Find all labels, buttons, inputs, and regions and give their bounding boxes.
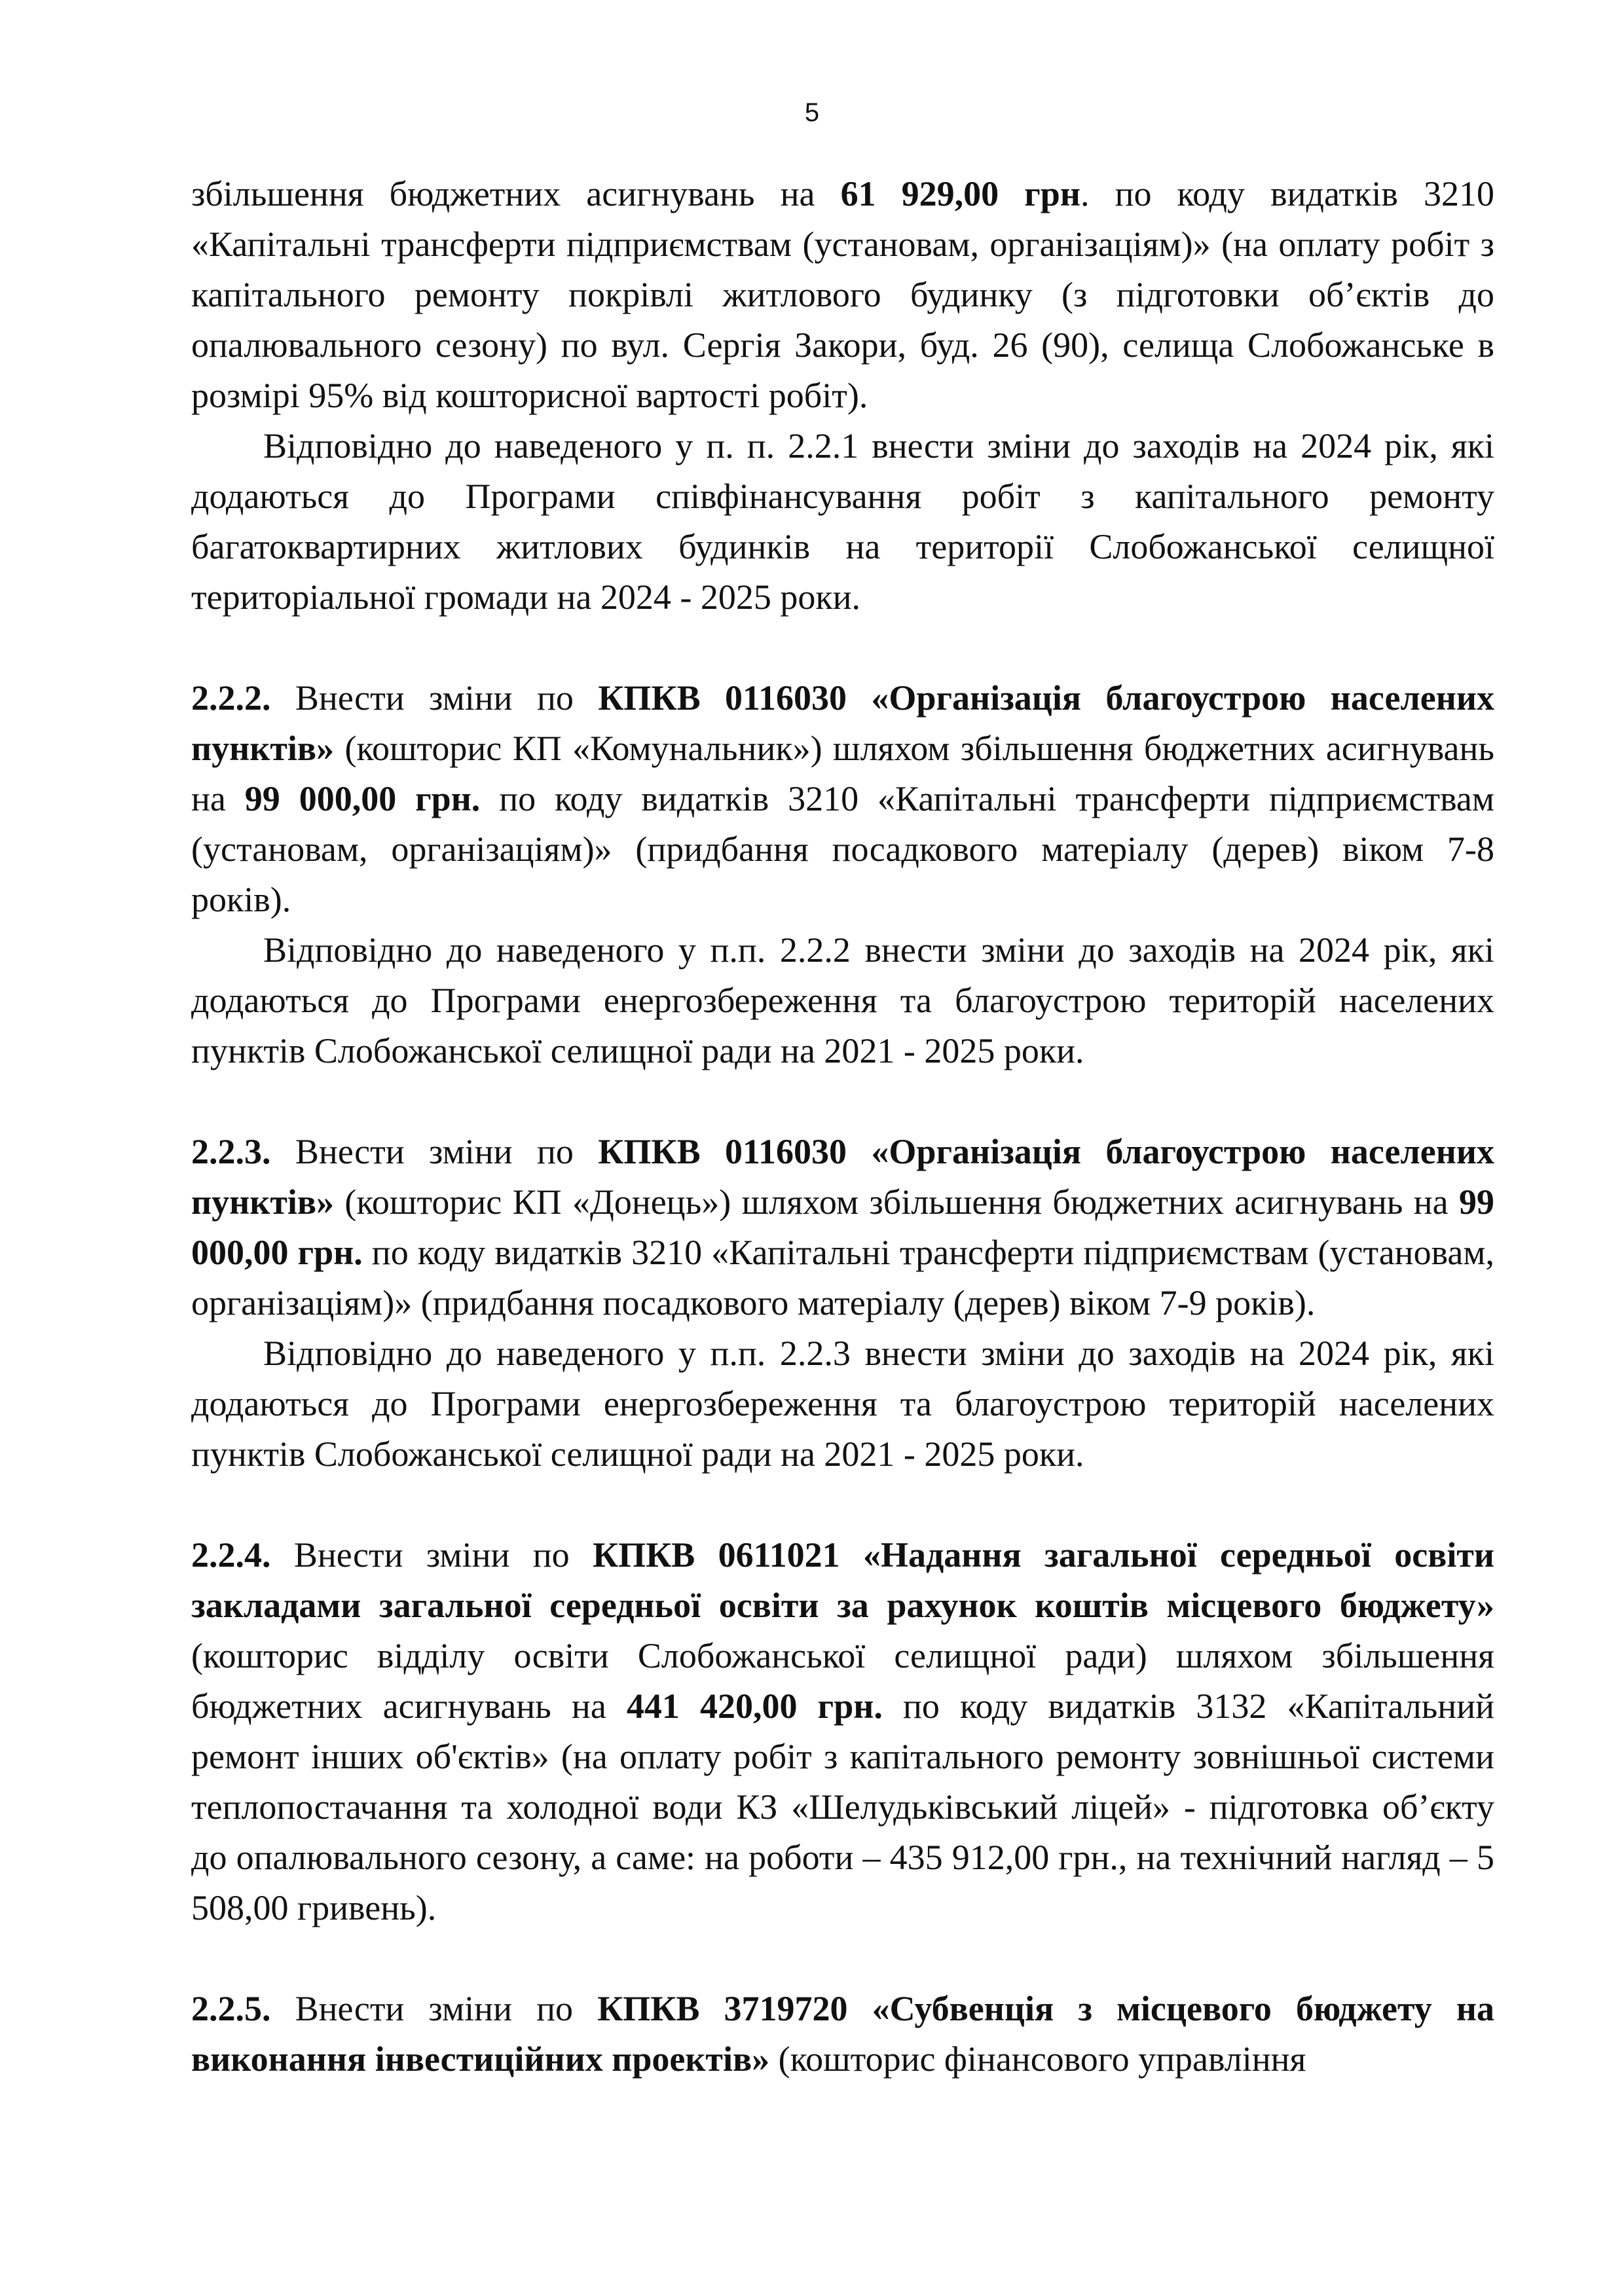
section-number: 2.2.3. xyxy=(191,1132,271,1171)
amount: 99 000,00 грн. xyxy=(244,779,481,818)
section-number: 2.2.5. xyxy=(191,1989,271,2028)
section-2-2-2-note: Відповідно до наведеного у п.п. 2.2.2 внести зміни до заходів на 2024 рік, які додаються до Програми енергозбереження та благоустрою територій населених пунктів Слобожанської селищної ради на 2021 - 2025 роки. xyxy=(191,930,1494,1070)
kpkv-title: КПКВ 0116030 «Організація благоустрою населених пунктів» xyxy=(191,678,1494,768)
section-2-2-3: 2.2.3. Внести зміни по КПКВ 0116030 «Організація благоустрою населених пунктів» (кошторис КП «Донець») шляхом збільшення бюджетних асигнувань на 99 000,00 грн. по коду видатків 3210 «Капітальні трансферти підприємствам (установам, організаціям)» (придбання посадкового матеріалу (дерев) віком 7-9 років). xyxy=(191,1132,1494,1322)
amount: 441 420,00 грн. xyxy=(626,1686,883,1726)
page-number: 5 xyxy=(804,98,820,127)
section-2-2-5: 2.2.5. Внести зміни по КПКВ 3719720 «Субвенція з місцевого бюджету на виконання інвестиційних проектів» (кошторис фінансового управління xyxy=(191,1989,1494,2079)
section-number: 2.2.4. xyxy=(191,1535,271,1575)
section-2-2-2: 2.2.2. Внести зміни по КПКВ 0116030 «Організація благоустрою населених пунктів» (кошторис КП «Комунальник») шляхом збільшення бюджетних асигнувань на 99 000,00 грн. по коду видатків 3210 «Капітальні трансферти підприємствам (установам, організаціям)» (придбання посадкового матеріалу (дерев) віком 7-8 років). xyxy=(191,678,1494,919)
section-2-2-4: 2.2.4. Внести зміни по КПКВ 0611021 «Надання загальної середньої освіти закладами загальної середньої освіти за рахунок коштів місцевого бюджету» (кошторис відділу освіти Слобожанської селищної ради) шляхом збільшення бюджетних асигнувань на 441 420,00 грн. по коду видатків 3132 «Капітальний ремонт інших об'єктів» (на оплату робіт з капітального ремонту зовнішньої системи теплопостачання та холодної води КЗ «Шелудьківський ліцей» - підготовка об’єкту до опалювального сезону, а саме: на роботи – 435 912,00 грн., на технічний нагляд – 5 508,00 гривень). xyxy=(191,1535,1494,1927)
amount: 61 929,00 грн xyxy=(840,174,1080,213)
section-2-2-3-note: Відповідно до наведеного у п.п. 2.2.3 внести зміни до заходів на 2024 рік, які додаються до Програми енергозбереження та благоустрою територій населених пунктів Слобожанської селищної ради на 2021 - 2025 роки. xyxy=(191,1334,1494,1474)
amount: 99 000,00 грн. xyxy=(191,1182,1494,1272)
document-body xyxy=(191,169,1494,2085)
paragraph-2-2-1-note: Відповідно до наведеного у п. п. 2.2.1 внести зміни до заходів на 2024 рік, які додаються до Програми співфінансування робіт з капітального ремонту багатоквартирних житлових будинків на території Слобожанської селищної територіальної громади на 2024 - 2025 роки. xyxy=(191,426,1494,617)
section-number: 2.2.2. xyxy=(191,678,271,718)
kpkv-title: КПКВ 3719720 «Субвенція з місцевого бюджету на виконання інвестиційних проектів» xyxy=(191,1989,1494,2079)
paragraph-2-2-1-continuation: збільшення бюджетних асигнувань на 61 929,00 грн. по коду видатків 3210 «Капітальні трансферти підприємствам (установам, організаціям)» (на оплату робіт з капітального ремонту покрівлі житлового будинку (з підготовки об’єктів до опалювального сезону) по вул. Сергія Закори, буд. 26 (90), селища Слобожанське в розмірі 95% від кошторисної вартості робіт). xyxy=(191,174,1495,415)
kpkv-title: КПКВ 0611021 «Надання загальної середньої освіти закладами загальної середньої освіти за рахунок коштів місцевого бюджету» xyxy=(191,1535,1494,1625)
kpkv-title: КПКВ 0116030 «Організація благоустрою населених пунктів» xyxy=(191,1132,1494,1222)
